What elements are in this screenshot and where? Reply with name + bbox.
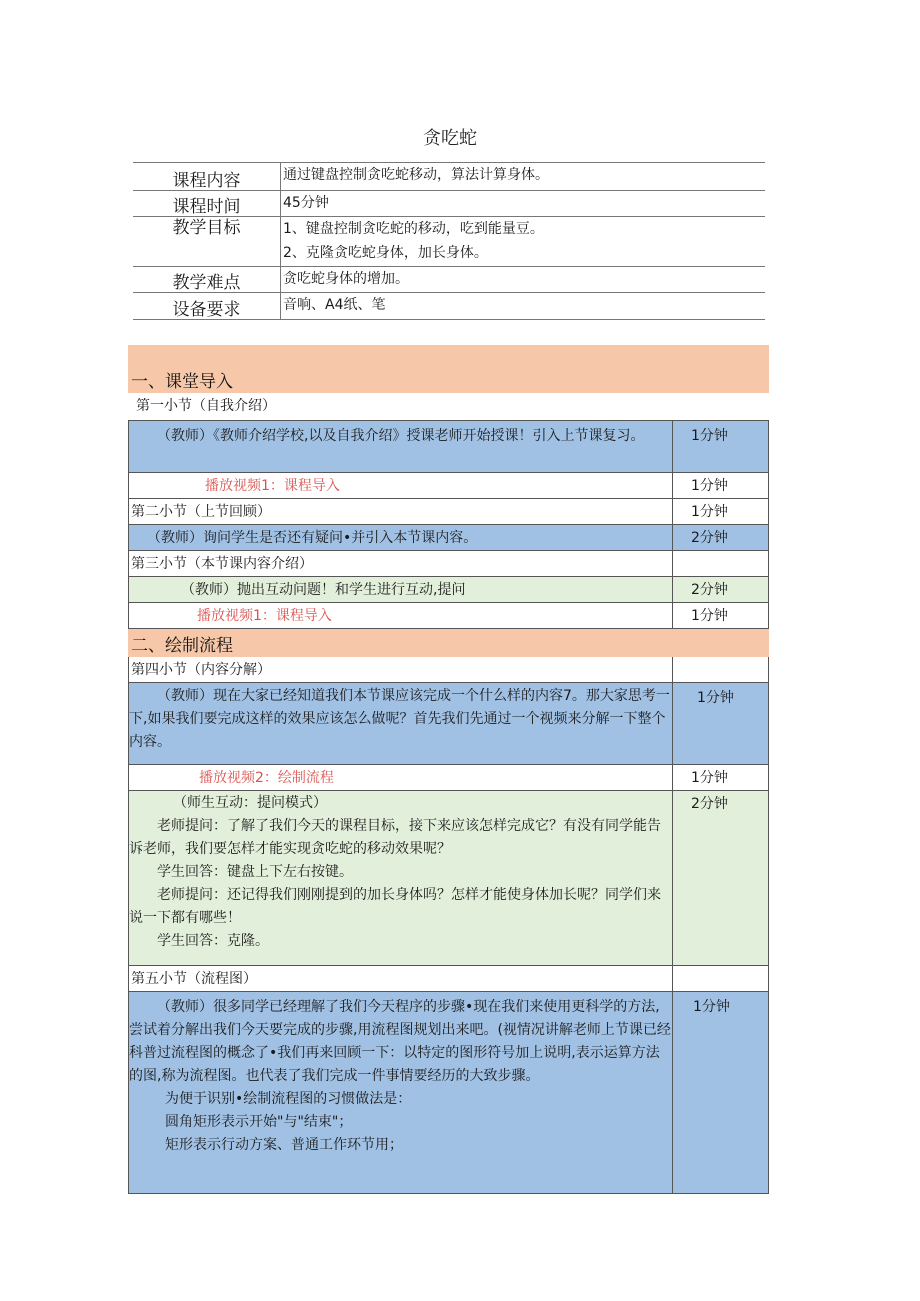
info-row-content: [133, 163, 765, 191]
info-value: 贪吃蛇身体的增加。: [283, 271, 409, 287]
info-value: 45分钟: [283, 195, 329, 211]
course-info-table: [133, 162, 765, 320]
info-value: 音响、A4纸、笔: [283, 297, 386, 313]
section-heading: 一、课堂导入: [128, 345, 769, 393]
info-row-goals: [133, 217, 765, 267]
table-row: 播放视频2：绘制流程 1分钟: [128, 765, 769, 791]
table-row: 第五小节（流程图）: [128, 966, 769, 992]
table-row: （教师）抛出互动问题！和学生进行互动,提问 2分钟: [128, 577, 769, 603]
table-row: 第二小节（上节回顾） 1分钟: [128, 499, 769, 525]
info-label: 教学难点: [133, 267, 281, 292]
info-label: 设备要求: [133, 293, 281, 319]
lesson-plan-table: [128, 345, 769, 1194]
table-row: （教师）《教师介绍学校,以及自我介绍》授课老师开始授课！引入上节课复习。 1分钟: [128, 420, 769, 473]
info-value: 通过键盘控制贪吃蛇移动，算法计算身体。: [283, 167, 549, 183]
table-row: 播放视频1：课程导入 1分钟: [128, 603, 769, 629]
table-row: （教师）现在大家已经知道我们本节课应该完成一个什么样的内容7。那大家思考一下,如果我们要完成这样的效果应该怎么做呢？首先我们先通过一个视频来分解一下整个内容。 1分钟: [128, 683, 769, 765]
page-title: 贪吃蛇: [423, 128, 477, 149]
table-row: （师生互动：提问模式） 老师提问：了解了我们今天的课程目标，接下来应该怎样完成它？有没有同学能告诉老师，我们要怎样才能实现贪吃蛇的移动效果呢？ 学生回答：键盘上下左右按键。 老师提问：还记得我们刚刚提到的加长身体吗？怎样才能使身体加长呢？同学们来说一下都有哪些！ 学生回答：克隆。 2分钟: [128, 791, 769, 966]
table-row: （教师）很多同学已经理解了我们今天程序的步骤•现在我们来使用更科学的方法,尝试着分解出我们今天要完成的步骤,用流程图规划出来吧。(视情况讲解老师上节课已经科普过流程图的概念了•我们再来回顾一下：以特定的图形符号加上说明,表示运算方法的图,称为流程图。也代表了我们完成一件事情要经历的大致步骤。 为便于识别•绘制流程图的习惯做法是： 圆角矩形表示开始"与"结束"； 矩形表示行动方案、普通工作环节用； 1分钟: [128, 992, 769, 1194]
table-row: 第四小节（内容分解）: [128, 657, 769, 683]
info-row-time: [133, 191, 765, 217]
info-row-equipment: [133, 293, 765, 320]
table-row: 第三小节（本节课内容介绍）: [128, 551, 769, 577]
subsection-title: 第一小节（自我介绍）: [136, 398, 276, 414]
info-value: 1、键盘控制贪吃蛇的移动，吃到能量豆。 2、克隆贪吃蛇身体，加长身体。: [283, 221, 544, 261]
table-row: （教师）询问学生是否还有疑问•并引入本节课内容。 2分钟: [128, 525, 769, 551]
info-label: 课程时间: [133, 191, 281, 216]
info-label: 教学目标: [133, 217, 281, 266]
table-row: 播放视频1：课程导入 1分钟: [128, 473, 769, 499]
info-label: 课程内容: [133, 163, 281, 190]
info-row-difficulty: [133, 267, 765, 293]
section-heading: 二、绘制流程: [128, 629, 769, 657]
